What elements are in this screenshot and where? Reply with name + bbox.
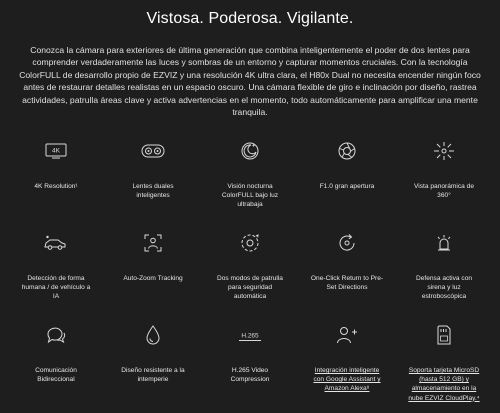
4k-icon [43, 138, 69, 164]
intro-line: actividades, patrulla áreas clave y activa advertencias en el momento, todo automáticamente para amplificar una mente [22, 94, 478, 105]
feature-label-line: con Google Assistant y [313, 376, 381, 384]
feature-label-line: Detección de forma [27, 275, 85, 282]
microsd-card-link[interactable] [398, 366, 490, 403]
siren-light-icon [431, 230, 457, 256]
feature-label [107, 274, 199, 283]
feature-label [204, 366, 296, 384]
feature-label-line: IA [52, 293, 60, 301]
features-row [0, 230, 500, 320]
feature-label-line: ColorFULL bajo luz [221, 192, 279, 200]
feature-label-line: para seguridad [228, 284, 272, 292]
feature-label-line: almacenamiento en la [411, 385, 477, 393]
feature-label-line: humana / de vehículo a [21, 284, 91, 292]
feature-label-line: automática [233, 293, 267, 301]
intro-line: antes de restaurar detalles realistas en un espacio oscuro. Una cámara flexible de giro e inclinación por diseño, rastrea [23, 82, 477, 93]
two-way-talk-icon [43, 322, 69, 348]
microsd-card-icon [431, 322, 457, 348]
one-click-return-icon [334, 230, 360, 256]
feature-label-line: Amazon Alexa⁸ [324, 385, 370, 393]
feature-label [10, 182, 102, 191]
feature-label-line: Dos modos de patrulla [217, 275, 283, 282]
feature-label-line: 360° [437, 192, 451, 200]
dual-lens-icon [140, 138, 166, 164]
feature-label-line: ultrabaja [237, 201, 263, 209]
4k-icon-text: 4K [52, 147, 60, 155]
feature-label [10, 366, 102, 384]
feature-label-line: Defensa activa con [415, 275, 473, 282]
intro-line: tranquila. [232, 107, 268, 118]
feature-label-line: (hasta 512 GB) y [419, 376, 469, 384]
feature-label-line: Visión nocturna [227, 183, 273, 190]
feature-label-line: 4K Resolution¹ [34, 183, 78, 190]
features-row [0, 322, 500, 412]
feature-label-line: Bidireccional [37, 376, 75, 384]
feature-label [398, 182, 490, 200]
intro-line: ColorFULL de desarrollo propio de EZVIZ y una resolución 4K ultra clara, el H80x Dual no necesita encender ningún foco [19, 69, 481, 80]
feature-label [301, 182, 393, 191]
feature-label [398, 274, 490, 302]
feature-label [10, 274, 102, 302]
section-title: Vistosa. Poderosa. Vigilante. [146, 10, 354, 27]
feature-label-line: inteligentes [136, 192, 170, 200]
feature-label-line: estroboscópica [421, 293, 467, 301]
panoramic-view-icon [431, 138, 457, 164]
features-row [0, 138, 500, 228]
feature-label-line: Soporta tarjeta MicroSD [408, 367, 480, 374]
feature-label-line: Vista panorámica de [414, 183, 474, 190]
feature-label [204, 182, 296, 210]
feature-label-line: Lentes duales [132, 183, 174, 190]
feature-label [204, 274, 296, 302]
feature-label [107, 366, 199, 384]
person-vehicle-detection-icon [43, 230, 69, 256]
intro-line: Conozca la cámara para exteriores de última generación que combina inteligentemente el poder de dos lentes para [30, 45, 470, 55]
feature-label-line: F1.0 gran apertura [319, 183, 375, 190]
h265-icon-text: H.265 [241, 332, 259, 340]
feature-label [107, 182, 199, 200]
voice-assistant-icon [334, 322, 360, 348]
intro-paragraph [8, 44, 492, 118]
feature-label-line: Comunicación [35, 367, 77, 374]
intro-line: comprender verdaderamente las luces y sombras de un entorno y capturar momentos cruciales. Con la tecnología [32, 57, 468, 68]
feature-label-line: One-Click Return to Pre- [310, 275, 384, 282]
feature-label-line: Integración inteligente [314, 367, 380, 374]
feature-label-line: Set Directions [326, 284, 368, 292]
patrol-modes-icon [237, 230, 263, 256]
feature-label-line: sirena y luz [427, 284, 461, 292]
feature-label [301, 274, 393, 292]
feature-label-line: intemperie [137, 376, 169, 384]
feature-label-line: Auto-Zoom Tracking [123, 275, 183, 282]
feature-label-line: Compression [230, 376, 270, 384]
feature-label-line: nube EZVIZ CloudPlay.⁴ [408, 394, 480, 402]
voice-assistant-link[interactable] [301, 366, 393, 394]
aperture-icon [334, 138, 360, 164]
h265-icon [237, 322, 263, 348]
feature-label-line: Diseño resistente a la [121, 367, 185, 374]
weather-resistant-icon [140, 322, 166, 348]
auto-zoom-tracking-icon [140, 230, 166, 256]
night-vision-icon [237, 138, 263, 164]
feature-label-line: H.265 Video [231, 367, 269, 374]
